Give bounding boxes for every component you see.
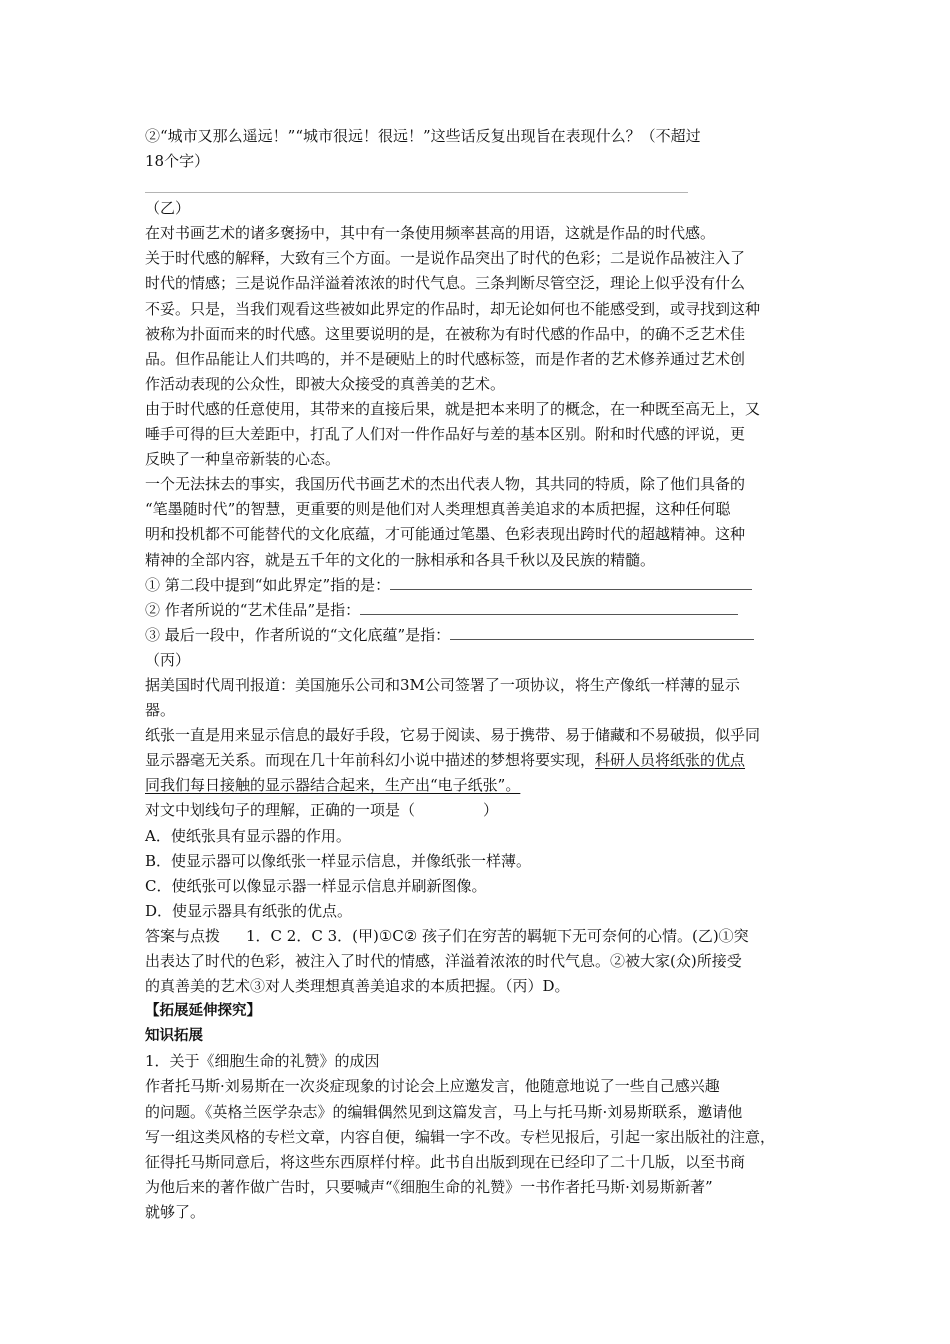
paragraph-line bbox=[145, 748, 815, 773]
paragraph-line: 由于时代感的任意使用，其带来的直接后果，就是把本来明了的概念，在一种既至高无上，又 bbox=[145, 399, 761, 418]
answer-text: 1．C 2．C 3．(甲)①C② 孩子们在穷苦的羁轭下无可奈何的心情。(乙)①突 bbox=[246, 926, 749, 945]
yi-paragraph-3 bbox=[145, 397, 815, 472]
answer-line-2: 出表达了时代的色彩，被注入了时代的情感，洋溢着浓浓的时代气息。②被大家(众)所接受 bbox=[145, 952, 742, 970]
paragraph-line: 征得托马斯同意后，将这些东西原样付梓。此书自出版到现在已经印了二十几版，以至书商 bbox=[145, 1152, 746, 1171]
paragraph-line: 的问题。《英格兰医学杂志》的编辑偶然见到这篇发言，马上与托马斯·刘易斯联系，邀请他 bbox=[145, 1102, 743, 1121]
plain-text: 显示器毫无关系。而现在几十年前科幻小说中描述的梦想将要实现， bbox=[145, 751, 596, 770]
paragraph-line: “笔墨随时代”的智慧，更重要的则是他们对人类理想真善美追求的本质把握，这种任何聪 bbox=[145, 500, 731, 519]
answer-label: 答案与点拨 bbox=[145, 926, 221, 945]
section-bing-heading: （丙） bbox=[145, 650, 191, 669]
paragraph-line: 纸张一直是用来显示信息的最好手段，它易于阅读、易于携带、易于储藏和不易破损，似乎同 bbox=[145, 726, 761, 745]
bing-paragraph-2 bbox=[145, 723, 815, 798]
question-text: ③ 最后一段中，作者所说的“文化底蕴”是指： bbox=[145, 625, 451, 644]
paragraph-line bbox=[145, 773, 815, 798]
paragraph-line: 不妥。只是，当我们观看这些被如此界定的作品时，却无论如何也不能感受到，或寻找到这种 bbox=[145, 299, 761, 318]
question-a2-line1: ②“城市又那么遥远！”“城市很远！很远！”这些话反复出现旨在表现什么？（不超过 bbox=[145, 127, 701, 145]
yi-question-1 bbox=[145, 573, 815, 598]
paragraph-line: 品。但作品能让人们共鸣的，并不是硬贴上的时代感标签，而是作者的艺术修养通过艺术创 bbox=[145, 349, 746, 368]
knowledge-subheading: 知识拓展 bbox=[145, 1028, 203, 1045]
paragraph-line: 器。 bbox=[145, 701, 176, 720]
yi-question-3 bbox=[145, 623, 815, 648]
question-text: ① 第二段中提到“如此界定”指的是： bbox=[145, 575, 391, 594]
paragraph-line: 作者托马斯·刘易斯在一次炎症现象的讨论会上应邀发言，他随意地说了一些自己感兴趣 bbox=[145, 1077, 720, 1096]
paragraph-line: 精神的全部内容，就是五千年的文化的一脉相承和各具千秋以及民族的精髓。 bbox=[145, 550, 656, 569]
paragraph-line: 一个无法抹去的事实，我国历代书画艺术的杰出代表人物，其共同的特质，除了他们具备的 bbox=[145, 475, 746, 494]
option-d: D．使显示器具有纸张的优点。 bbox=[145, 901, 353, 920]
question-a2-line2: 18个字） bbox=[145, 152, 210, 171]
extension-heading: 【拓展延伸探究】 bbox=[145, 1003, 261, 1020]
question-text: 对文中划线句子的理解，正确的一项是（ bbox=[145, 801, 416, 820]
fill-in-blank[interactable] bbox=[450, 625, 754, 640]
answer-line-1 bbox=[145, 924, 815, 949]
section-yi-heading: （乙） bbox=[145, 199, 191, 218]
extension-paragraph bbox=[145, 1074, 815, 1225]
paragraph-line: 被称为扑面而来的时代感。这里要说明的是，在被称为有时代感的作品中，的确不乏艺术佳 bbox=[145, 324, 746, 343]
paragraph-line: 为他后来的著作做广告时，只要喊声“《细胞生命的礼赞》一书作者托马斯·刘易斯新著” bbox=[145, 1177, 713, 1196]
paragraph-line: 就够了。 bbox=[145, 1202, 206, 1221]
yi-question-2 bbox=[145, 598, 815, 623]
answer-block bbox=[145, 924, 815, 999]
underlined-sentence: 同我们每日接触的显示器结合起来，生产出“电子纸张”。 bbox=[145, 776, 521, 795]
yi-paragraph-2 bbox=[145, 246, 815, 397]
bing-question bbox=[145, 798, 815, 823]
option-a: A．使纸张具有显示器的作用。 bbox=[145, 826, 351, 845]
paragraph-line: 明和投机都不可能替代的文化底蕴，才可能通过笔墨、色彩表现出跨时代的超越精神。这种 bbox=[145, 525, 746, 544]
bing-paragraph-1 bbox=[145, 673, 815, 723]
option-b: B．使显示器可以像纸张一样显示信息，并像纸张一样薄。 bbox=[145, 851, 532, 870]
paragraph-line: 唾手可得的巨大差距中，打乱了人们对一件作品好与差的基本区别。附和时代感的评说，更 bbox=[145, 425, 746, 444]
document-page bbox=[145, 124, 815, 1225]
fill-in-blank[interactable] bbox=[360, 600, 738, 615]
answer-line bbox=[145, 192, 688, 193]
extension-item-title: 1．关于《细胞生命的礼赞》的成因 bbox=[145, 1052, 380, 1071]
paragraph-line: 时代的情感；三是说作品洋溢着浓浓的时代气息。三条判断尽管空泛，理论上似乎没有什么 bbox=[145, 274, 746, 293]
yi-paragraph-4 bbox=[145, 472, 815, 572]
yi-paragraph-1: 在对书画艺术的诸多褒扬中，其中有一条使用频率甚高的用语，这就是作品的时代感。 bbox=[145, 224, 716, 243]
question-close: ） bbox=[483, 801, 499, 820]
paragraph-line: 据美国时代周刊报道：美国施乐公司和3M公司签署了一项协议，将生产像纸一样薄的显示 bbox=[145, 675, 740, 694]
question-text: ② 作者所说的“艺术佳品”是指： bbox=[145, 600, 361, 619]
underlined-sentence: 科研人员将纸张的优点 bbox=[595, 751, 746, 770]
option-c: C．使纸张可以像显示器一样显示信息并刷新图像。 bbox=[145, 876, 487, 895]
answer-line-3: 的真善美的艺术③对人类理想真善美追求的本质把握。（丙）D。 bbox=[145, 977, 570, 996]
paragraph-line: 关于时代感的解释，大致有三个方面。一是说作品突出了时代的色彩；二是说作品被注入了 bbox=[145, 249, 746, 268]
paragraph-line: 写一组这类风格的专栏文章，内容自便，编辑一字不改。专栏见报后，引起一家出版社的注意， bbox=[145, 1127, 776, 1146]
paragraph-line: 作活动表现的公众性，即被大众接受的真善美的艺术。 bbox=[145, 374, 506, 393]
fill-in-blank[interactable] bbox=[390, 575, 752, 590]
paragraph-line: 反映了一种皇帝新装的心态。 bbox=[145, 450, 341, 469]
